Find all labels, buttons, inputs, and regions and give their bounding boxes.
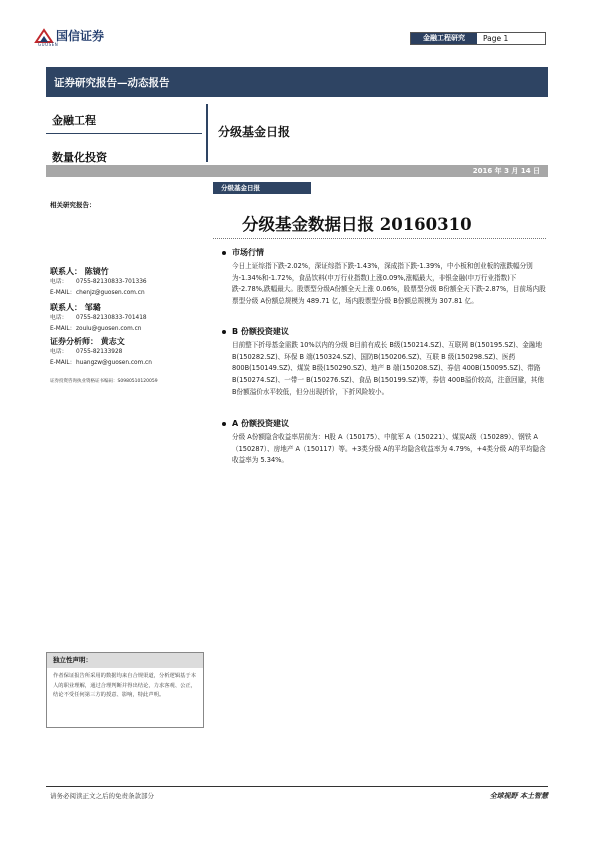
band-title: 证券研究报告—动态报告	[54, 77, 170, 89]
independence-body: 作者保证报告所采用的数据均来自合规渠道，分析逻辑基于本人的职业理解，通过合理判断并得出结论，力求客观、公正，结论不受任何第三方的授意、影响，特此声明。	[53, 673, 197, 698]
guosen-logo	[34, 26, 154, 48]
footer-slogan: 全球视野 本土智慧	[489, 791, 548, 800]
analyst-phone: 电话： 0755-82133928	[50, 349, 123, 355]
contact-block	[50, 266, 200, 298]
bullet-icon	[222, 251, 226, 255]
category-primary: 金融工程	[52, 114, 96, 127]
contact-block	[50, 302, 200, 334]
category-secondary: 数量化投资	[52, 151, 107, 164]
contact-phone: 电话： 0755-82130833-701336	[50, 279, 147, 285]
section-heading-b-share: B 份额投资建议	[222, 326, 289, 337]
footer-disclaimer[interactable]: 请务必阅读正文之后的免责条款部分	[50, 792, 154, 800]
section-body-a-share: 分级 A份额隐含收益率居前为：H股 A（150175）、中航军 A（150221）、煤炭A级（150289）、钢铁 A（150287）、房地产 A（150117）等。+3类分级 A的平均隐含收益率为 4.79%，+4类分级 A的平均隐含收益率为 5.34%。	[232, 433, 546, 465]
independence-heading: 独立性声明：	[47, 653, 203, 668]
report-category-band	[46, 67, 548, 97]
certificate-number: 证券投资咨询执业资格证书编码：S0980510120059	[50, 379, 158, 384]
section-heading-market: 市场行情	[222, 247, 264, 258]
contact-name: 联系人： 邹璐	[50, 303, 101, 312]
report-date: 2016 年 3 月 14 日	[472, 167, 540, 175]
document-title: 分级基金数据日报 20160310	[242, 215, 472, 234]
contact-phone: 电话： 0755-82130833-701418	[50, 315, 147, 321]
section-body-market: 今日上证综指下跌-2.02%，深证综指下跌-1.43%，深成指下跌-1.39%，中小板和创业板的涨跌幅分别为-1.34%和-1.72%，食品饮料(申万行业指数)上涨0.09%,涨幅最大，非银金融(申万行业指数)下跌-2.78%,跌幅最大。股票型分级A份额全天上涨 0.06%，股票型分级 B份额全天下跌-2.87%，目前场内股票型分级 A份额总规模为 489.71 亿，场内股票型分级 B份额总规模为 307.81 亿。	[232, 262, 546, 306]
logo-text: 国信证券	[56, 29, 105, 43]
bullet-icon	[222, 422, 226, 426]
footer-divider	[46, 786, 548, 787]
report-subtitle: 分级基金日报	[218, 125, 291, 139]
category-box-primary	[46, 104, 202, 134]
related-reports-label: 相关研究报告：	[50, 201, 96, 209]
page-number: Page 1	[483, 34, 509, 43]
date-bar	[46, 165, 548, 177]
section-body-b-share: 目前整下折母基金需跌 10%以内的分级 B目前有成长 B级(150214.SZ)、互联网 B(150195.SZ)、金融地 B(150282.SZ)、环保 B 端(150324.SZ)、国防B(150206.SZ)、互联 B 级(150298.SZ)、医药 800B(150149.SZ)、煤炭 B级(150290.SZ)、地产 B 端(150208.SZ)、券信 400B(150095.SZ)、带路B(150274.SZ)、一带一 B(150276.SZ)、食品 B(150199.SZ)等，券信 400B溢价较高，注意回避，其他 B份额溢价水平较低，但分出现折价，下折风险较小。	[232, 341, 544, 396]
title-divider	[213, 238, 546, 239]
analyst-block	[50, 336, 200, 368]
report-type-box	[410, 32, 546, 45]
logo-en-text: GUOSEN	[38, 42, 59, 47]
contact-name: 联系人： 陈镜竹	[50, 267, 109, 276]
contact-email[interactable]: E-MAIL：zoulu@guosen.com.cn	[50, 325, 142, 332]
analyst-email[interactable]: E-MAIL：huangzw@guosen.com.cn	[50, 359, 152, 366]
independence-statement	[46, 652, 204, 728]
section-tag: 分级基金日报	[213, 182, 311, 194]
bullet-icon	[222, 330, 226, 334]
section-heading-a-share: A 份额投资建议	[222, 418, 289, 429]
report-type-label: 金融工程研究	[411, 33, 477, 44]
header-divider	[206, 104, 208, 162]
analyst-name: 证券分析师： 黄志文	[50, 337, 125, 346]
contact-email[interactable]: E-MAIL：chenjz@guosen.com.cn	[50, 289, 145, 296]
